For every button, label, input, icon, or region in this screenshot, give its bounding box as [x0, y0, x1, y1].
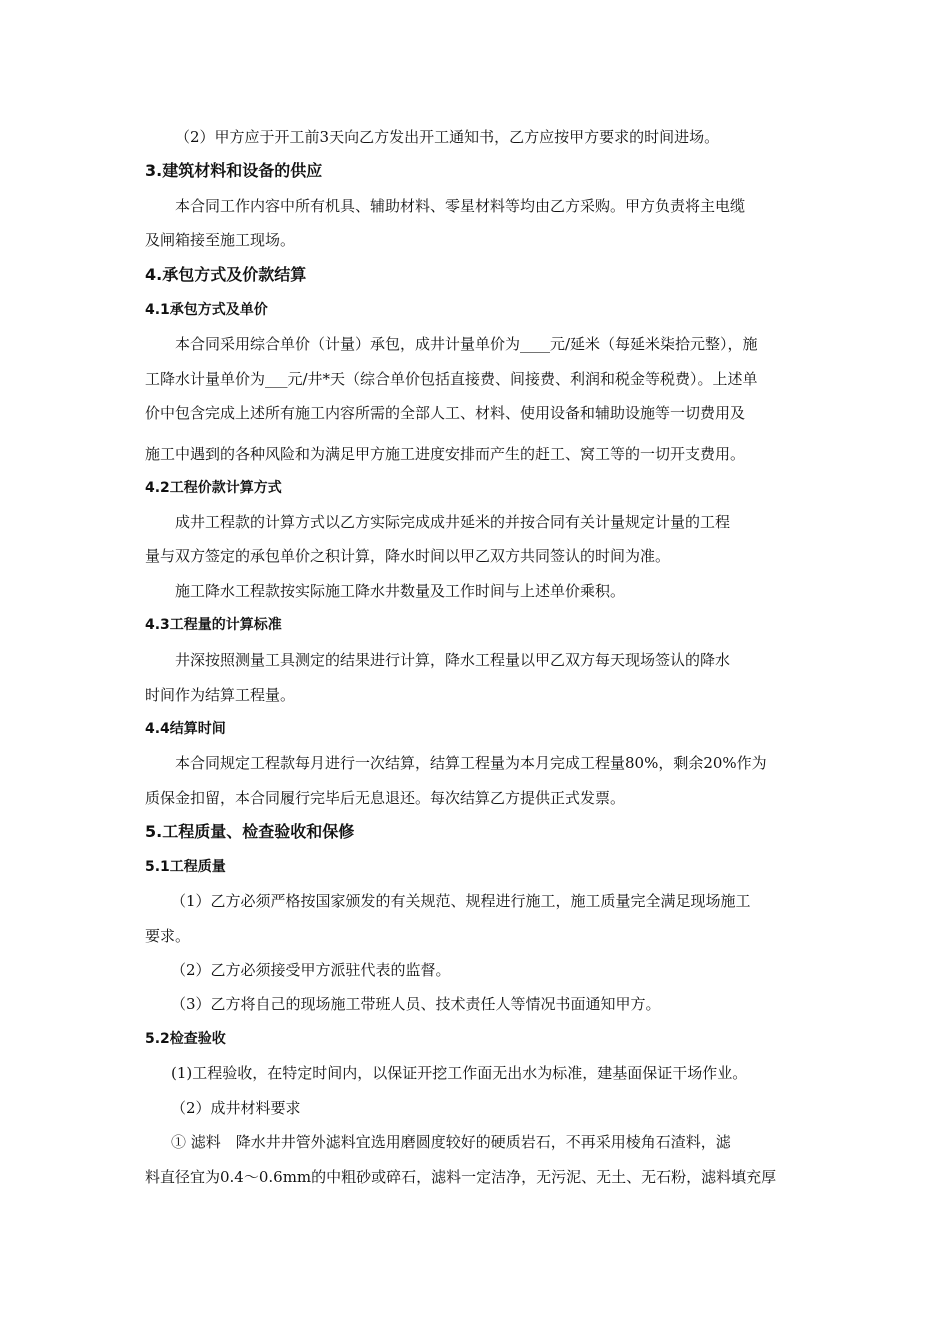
paragraph-line: 成井工程款的计算方式以乙方实际完成成井延米的并按合同有关计量规定计量的工程 [175, 513, 731, 531]
subsection-heading: 4.4结算时间 [145, 721, 226, 737]
paragraph-line: 本合同采用综合单价（计量）承包，成井计量单价为____元/延米（每延米柒拾元整），施 [175, 335, 758, 353]
paragraph-line: 量与双方签定的承包单价之积计算，降水时间以甲乙双方共同签认的时间为准。 [145, 547, 671, 565]
paragraph-line: （3）乙方将自己的现场施工带班人员、技术责任人等情况书面通知甲方。 [171, 995, 661, 1013]
paragraph-line: (1)工程验收，在特定时间内，以保证开挖工作面无出水为标准，建基面保证干场作业。 [171, 1064, 748, 1082]
paragraph-line: （2）甲方应于开工前3天向乙方发出开工通知书，乙方应按甲方要求的时间进场。 [175, 128, 720, 146]
paragraph-line: 时间作为结算工程量。 [145, 686, 296, 704]
section-heading: 4.承包方式及价款结算 [145, 265, 307, 284]
section-heading: 3.建筑材料和设备的供应 [145, 161, 323, 180]
paragraph-line: 价中包含完成上述所有施工内容所需的全部人工、材料、使用设备和辅助设施等一切费用及 [145, 404, 746, 422]
subsection-heading: 4.2工程价款计算方式 [145, 480, 282, 496]
paragraph-line: ① 滤料 降水井井管外滤料宜选用磨圆度较好的硬质岩石，不再采用棱角石渣料，滤 [171, 1133, 731, 1151]
paragraph-line: 本合同工作内容中所有机具、辅助材料、零星材料等均由乙方采购。甲方负责将主电缆 [175, 197, 746, 215]
subsection-heading: 5.1工程质量 [145, 859, 226, 875]
paragraph-line: 工降水计量单价为___元/井*天（综合单价包括直接费、间接费、利润和税金等税费）。上述单 [145, 370, 758, 388]
paragraph-line: （1）乙方必须严格按国家颁发的有关规范、规程进行施工，施工质量完全满足现场施工 [171, 892, 751, 910]
subsection-heading: 4.1承包方式及单价 [145, 302, 268, 318]
paragraph-line: 井深按照测量工具测定的结果进行计算，降水工程量以甲乙双方每天现场签认的降水 [175, 651, 731, 669]
paragraph-line: （2）成井材料要求 [171, 1099, 301, 1117]
subsection-heading: 4.3工程量的计算标准 [145, 617, 282, 633]
paragraph-line: 本合同规定工程款每月进行一次结算，结算工程量为本月完成工程量80%，剩余20%作为 [175, 754, 767, 772]
paragraph-line: 要求。 [145, 927, 191, 945]
paragraph-line: 料直径宜为0.4～0.6mm的中粗砂或碎石，滤料一定洁净，无污泥、无土、无石粉，滤料填充厚 [145, 1168, 777, 1186]
section-heading: 5.工程质量、检查验收和保修 [145, 822, 355, 841]
paragraph-line: 施工中遇到的各种风险和为满足甲方施工进度安排而产生的赶工、窝工等的一切开支费用。 [145, 445, 746, 463]
paragraph-line: （2）乙方必须接受甲方派驻代表的监督。 [171, 961, 451, 979]
paragraph-line: 及闸箱接至施工现场。 [145, 231, 296, 249]
paragraph-line: 施工降水工程款按实际施工降水井数量及工作时间与上述单价乘积。 [175, 582, 626, 600]
subsection-heading: 5.2检查验收 [145, 1031, 226, 1047]
paragraph-line: 质保金扣留，本合同履行完毕后无息退还。每次结算乙方提供正式发票。 [145, 789, 626, 807]
